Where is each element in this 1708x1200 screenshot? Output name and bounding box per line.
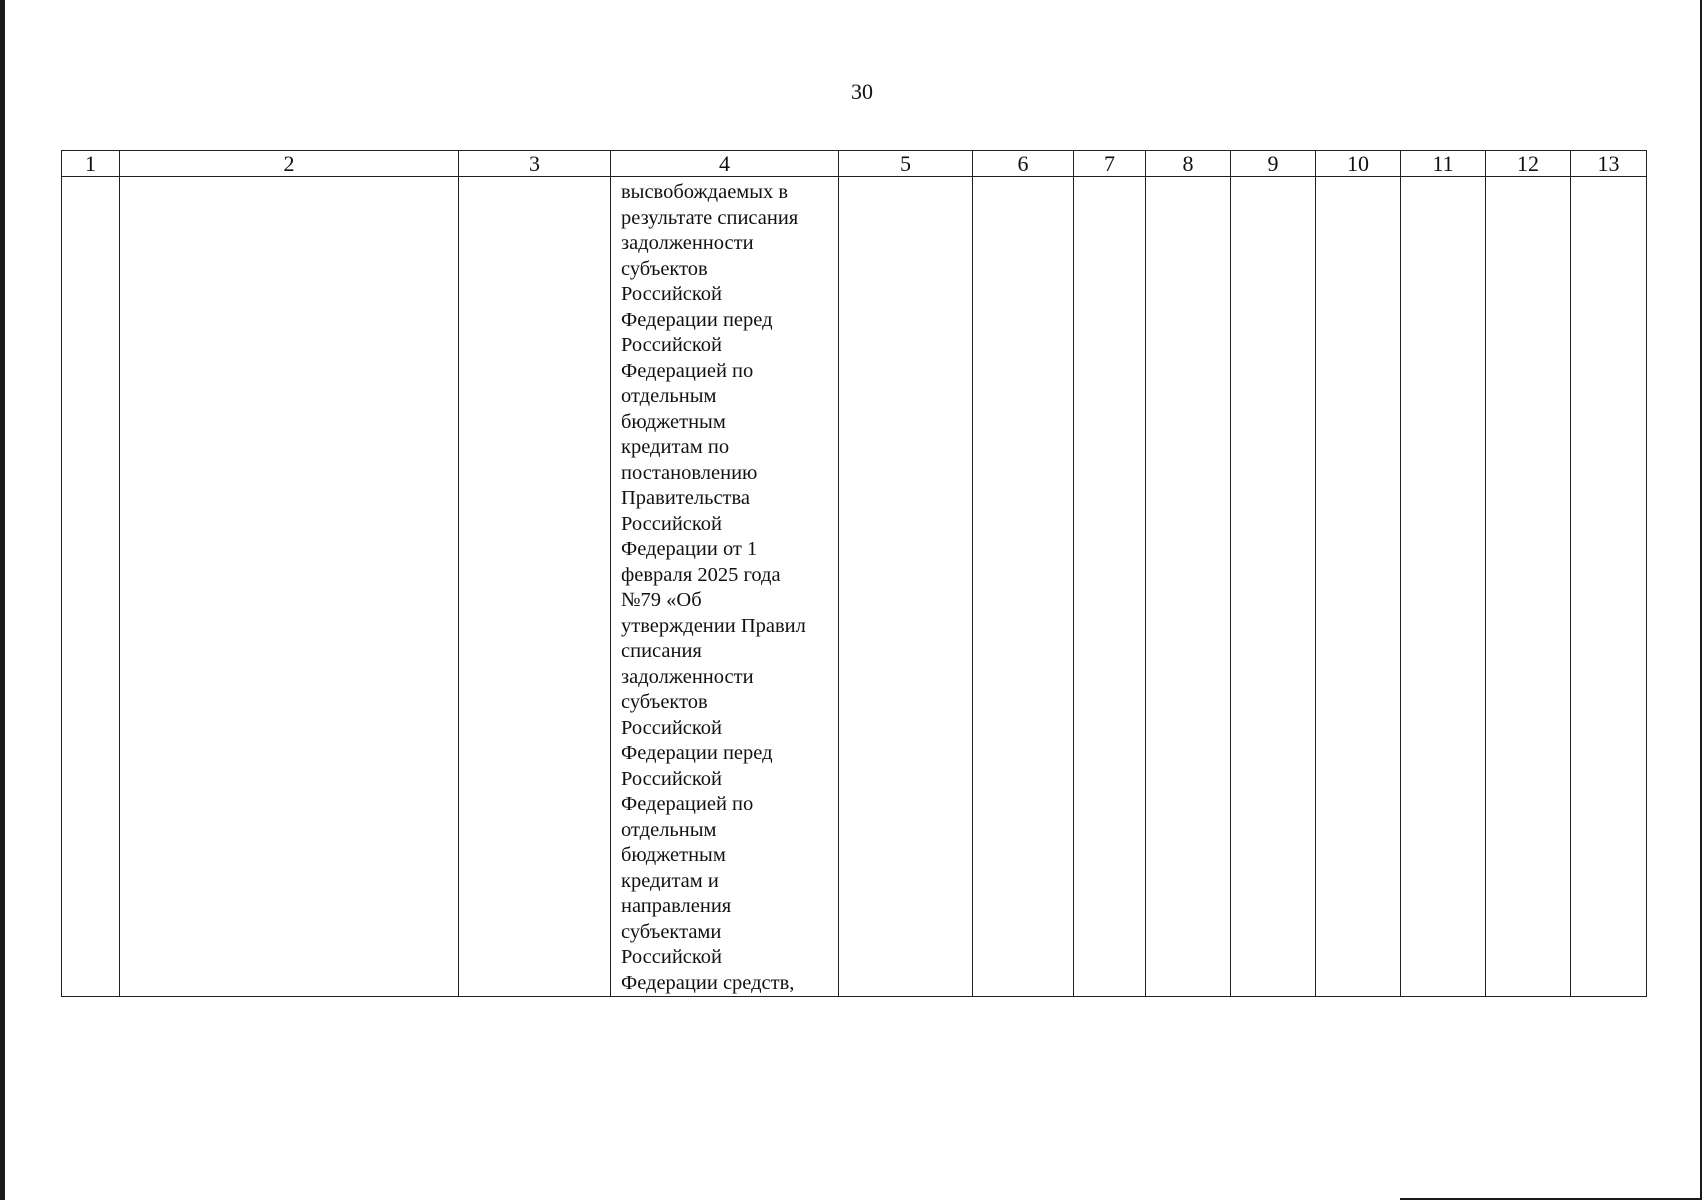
- table-cell-1: [62, 177, 120, 997]
- cell-4-text: высвобождаемых в результате списания задолженности субъектов Российской Федерации перед Российской Федерацией по отдельным бюджетным кредитам по постановлению Правительства Российской Федерации от 1 февраля 2025 года №79 «Об утверждении Правил списания задолженности субъектов Российской Федерации перед Российской Федерацией по отдельным бюджетным кредитам и направления субъектами Российской Федерации средств,: [621, 181, 806, 994]
- table-cell-3: [459, 177, 611, 997]
- table-cell-6: [973, 177, 1074, 997]
- table-cell-13: [1571, 177, 1647, 997]
- column-header: 3: [459, 151, 611, 177]
- table-cell-7: [1074, 177, 1146, 997]
- scan-edge-right: [1700, 0, 1702, 1200]
- column-header: 6: [973, 151, 1074, 177]
- column-header: 4: [611, 151, 839, 177]
- table-row: [62, 177, 1647, 997]
- table-cell-4: [611, 177, 839, 997]
- table-header-row: [62, 151, 1647, 177]
- column-header: 5: [839, 151, 973, 177]
- column-header: 9: [1231, 151, 1316, 177]
- column-header: 11: [1401, 151, 1486, 177]
- table-cell-5: [839, 177, 973, 997]
- column-header: 12: [1486, 151, 1571, 177]
- scan-edge-left: [0, 0, 5, 1200]
- page-number: 30: [851, 79, 873, 104]
- table-cell-12: [1486, 177, 1571, 997]
- column-header: 8: [1146, 151, 1231, 177]
- data-table: [61, 150, 1647, 997]
- table-cell-10: [1316, 177, 1401, 997]
- column-header: 10: [1316, 151, 1401, 177]
- table-cell-9: [1231, 177, 1316, 997]
- column-header: 2: [120, 151, 459, 177]
- column-header: 13: [1571, 151, 1647, 177]
- column-header: 1: [62, 151, 120, 177]
- table-cell-11: [1401, 177, 1486, 997]
- column-header: 7: [1074, 151, 1146, 177]
- table-cell-8: [1146, 177, 1231, 997]
- table-cell-2: [120, 177, 459, 997]
